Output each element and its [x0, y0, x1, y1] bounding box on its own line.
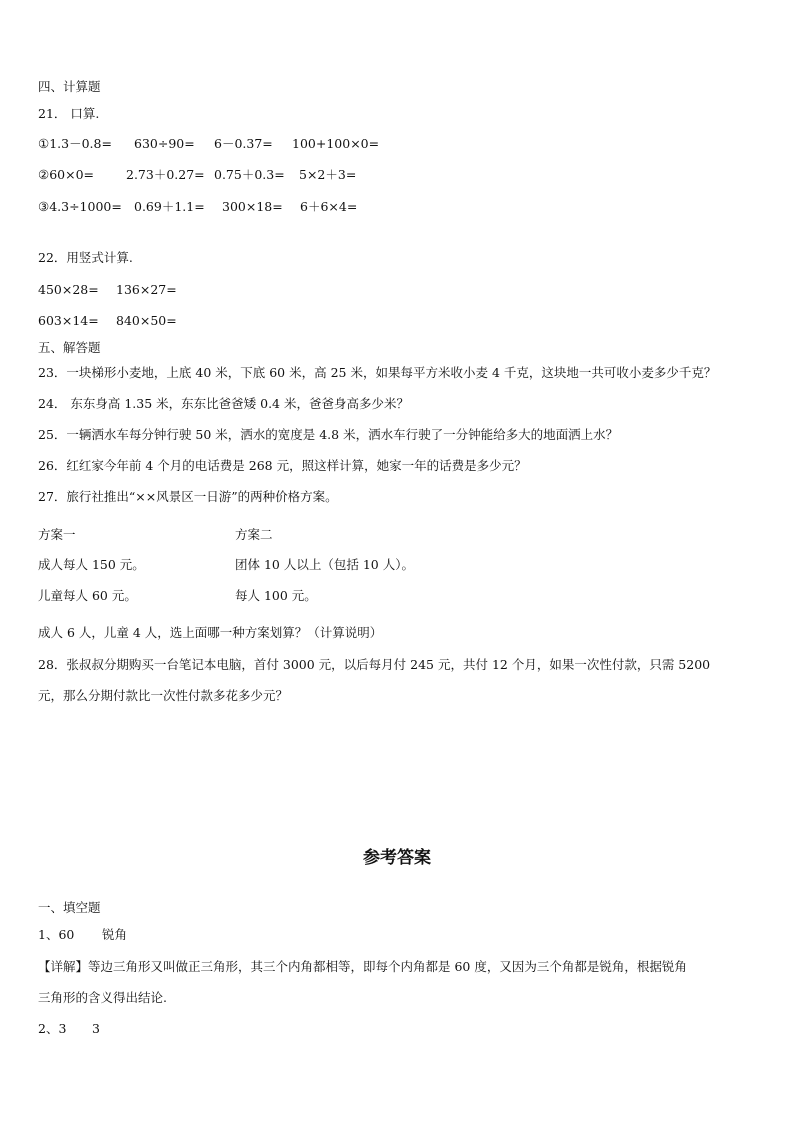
math-item: 0.69＋1.1=: [134, 199, 205, 214]
calc-item: 450×28=: [38, 282, 99, 297]
math-item: 6－0.37=: [214, 136, 273, 151]
plan-2-condition: 团体 10 人以上（包括 10 人）。: [235, 557, 414, 572]
answers-title: 参考答案: [363, 848, 431, 868]
calc-item: 136×27=: [116, 282, 177, 297]
math-item: 2.73＋0.27=: [126, 167, 205, 182]
math-item: ②60×0=: [38, 167, 95, 182]
question-23: 23．一块梯形小麦地，上底 40 米，下底 60 米，高 25 米，如果每平方米收小麦 4 千克，这块地一共可收小麦多少千克？: [38, 365, 717, 380]
answer-2-value-2: 3: [92, 1021, 100, 1036]
question-21-label: 21． 口算.: [38, 106, 100, 121]
plan-1-child-price: 儿童每人 60 元。: [38, 588, 137, 603]
section-heading-word-problems: 五、解答题: [38, 340, 101, 355]
plan-1-adult-price: 成人每人 150 元。: [38, 557, 145, 572]
question-28-line-2: 元，那么分期付款比一次性付款多花多少元？: [38, 688, 289, 703]
answer-1-value-2: 锐角: [102, 927, 128, 942]
answer-2-value: 2、3: [38, 1021, 67, 1036]
plan-2-price: 每人 100 元。: [235, 588, 317, 603]
calc-item: 603×14=: [38, 313, 99, 328]
math-item: 300×18=: [222, 199, 283, 214]
plan-1-title: 方案一: [38, 527, 76, 542]
calc-item: 840×50=: [116, 313, 177, 328]
question-28-line-1: 28．张叔叔分期购买一台笔记本电脑，首付 3000 元，以后每月付 245 元，共付 12 个月，如果一次性付款，只需 5200: [38, 657, 711, 672]
answer-1-detail-line-2: 三角形的含义得出结论.: [38, 990, 167, 1005]
answer-1-detail-line-1: 【详解】等边三角形又叫做正三角形，其三个内角都相等，即每个内角都是 60 度，又因为三个角都是锐角，根据锐角: [38, 959, 687, 974]
section-heading-calculation: 四、计算题: [38, 79, 101, 94]
math-item: 6＋6×4=: [300, 199, 358, 214]
question-27-prompt: 成人 6 人，儿童 4 人，选上面哪一种方案划算？（计算说明）: [38, 625, 383, 640]
question-22-label: 22．用竖式计算.: [38, 250, 133, 265]
answer-1-value: 1、60: [38, 927, 75, 942]
math-item: ①1.3－0.8=: [38, 136, 112, 151]
question-26: 26．红红家今年前 4 个月的电话费是 268 元，照这样计算，她家一年的话费是多少元？: [38, 458, 527, 473]
question-27-intro: 27．旅行社推出“××风景区一日游”的两种价格方案。: [38, 489, 338, 504]
answers-section-fill-blank: 一、填空题: [38, 900, 101, 915]
question-24: 24． 东东身高 1.35 米，东东比爸爸矮 0.4 米，爸爸身高多少米？: [38, 396, 409, 411]
math-item: 630÷90=: [134, 136, 195, 151]
math-item: 0.75＋0.3=: [214, 167, 285, 182]
question-25: 25．一辆洒水车每分钟行驶 50 米，洒水的宽度是 4.8 米，洒水车行驶了一分钟能给多大的地面洒上水？: [38, 427, 619, 442]
plan-2-title: 方案二: [235, 527, 273, 542]
math-item: 100+100×0=: [292, 136, 380, 151]
math-item: ③4.3÷1000=: [38, 199, 122, 214]
math-item: 5×2＋3=: [299, 167, 357, 182]
